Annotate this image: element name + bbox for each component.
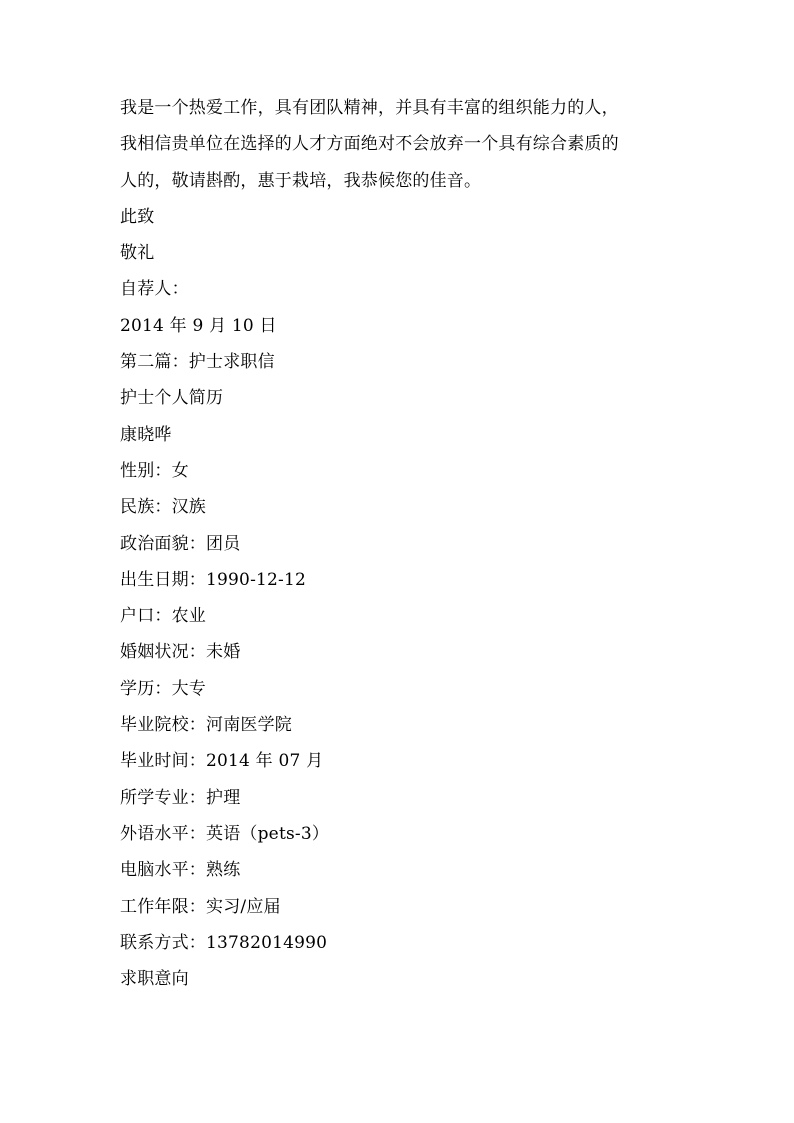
resume-title: 护士个人简历 (120, 388, 224, 409)
resume-field-ethnicity: 民族：汉族 (120, 497, 206, 518)
resume-field-major: 所学专业：护理 (120, 787, 241, 808)
resume-field-marital-status: 婚姻状况：未婚 (120, 642, 241, 663)
text-line-letter-body-2: 我相信贵单位在选择的人才方面绝对不会放弃一个具有综合素质的 (120, 134, 619, 155)
text-line-date: 2014 年 9 月 10 日 (120, 315, 277, 336)
document-body (120, 90, 680, 997)
resume-field-language: 外语水平：英语（pets-3） (120, 823, 330, 844)
text-line-letter-body-3: 人的，敬请斟酌，惠于栽培，我恭候您的佳音。 (120, 170, 482, 191)
resume-field-political-status: 政治面貌：团员 (120, 533, 241, 554)
text-line-signer: 自荐人： (120, 279, 189, 300)
text-line-letter-body-1: 我是一个热爱工作，具有团队精神，并具有丰富的组织能力的人， (120, 98, 619, 118)
resume-field-gender: 性别：女 (120, 460, 189, 481)
resume-field-school: 毕业院校：河南医学院 (120, 715, 292, 736)
resume-field-education: 学历：大专 (120, 678, 206, 699)
resume-field-contact: 联系方式：13782014990 (120, 932, 328, 953)
resume-field-birth-date: 出生日期：1990-12-12 (120, 569, 307, 590)
text-line-salutation: 此致 (120, 206, 155, 227)
resume-section-job-intention: 求职意向 (120, 969, 189, 990)
text-line-regards: 敬礼 (120, 243, 155, 264)
resume-field-graduation-time: 毕业时间：2014 年 07 月 (120, 751, 324, 772)
resume-name: 康晓哗 (120, 424, 172, 445)
resume-field-household: 户口：农业 (120, 606, 206, 627)
section-heading: 第二篇：护士求职信 (120, 352, 275, 373)
resume-field-work-years: 工作年限：实习/应届 (120, 896, 281, 917)
resume-field-computer-skill: 电脑水平：熟练 (120, 860, 241, 881)
